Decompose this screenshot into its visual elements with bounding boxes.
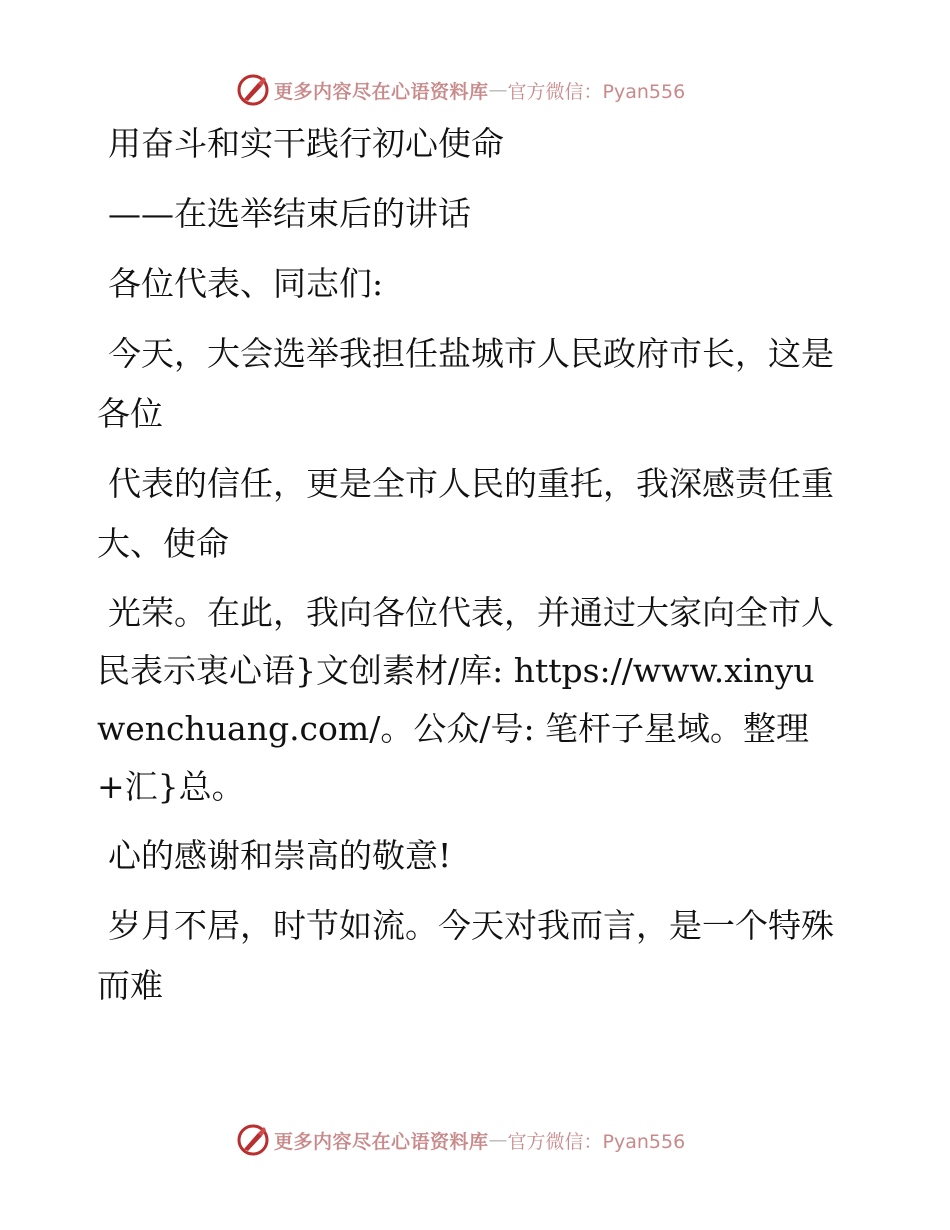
paragraph: 代表的信任，更是全市人民的重托，我深感责任重大、使命 [97,464,834,563]
banner-wechat: 官方微信：Pyan556 [507,80,686,103]
paragraph: 心的感谢和崇高的敬意! [108,836,452,875]
document-body [97,114,837,1026]
banner-wechat: 官方微信：Pyan556 [507,1130,686,1153]
banner-text: 更多内容尽在心语资料库 [274,1130,489,1153]
document-title: 用奋斗和实干践行初心使命 [108,124,504,163]
banner-text: 更多内容尽在心语资料库 [274,80,489,103]
greeting: 各位代表、同志们: [108,264,384,303]
paragraph: 今天，大会选举我担任盐城市人民政府市长，这是各位 [97,334,834,433]
paragraph: 光荣。在此，我向各位代表，并通过大家向全市人民表示衷心语}文创素材/库: https://www.xinyuwenchuang.com/。公众/号: 笔杆子星域。整理+汇}总。 [97,593,834,806]
pen-logo-icon [236,73,270,107]
pen-logo-icon [236,1123,270,1157]
document-subtitle: ——在选举结束后的讲话 [108,194,471,233]
paragraph: 岁月不居，时节如流。今天对我而言，是一个特殊而难 [97,906,834,1005]
header-watermark-banner [236,72,716,108]
footer-watermark-banner [236,1122,716,1158]
banner-separator: — [488,79,508,101]
banner-separator: — [488,1129,508,1151]
